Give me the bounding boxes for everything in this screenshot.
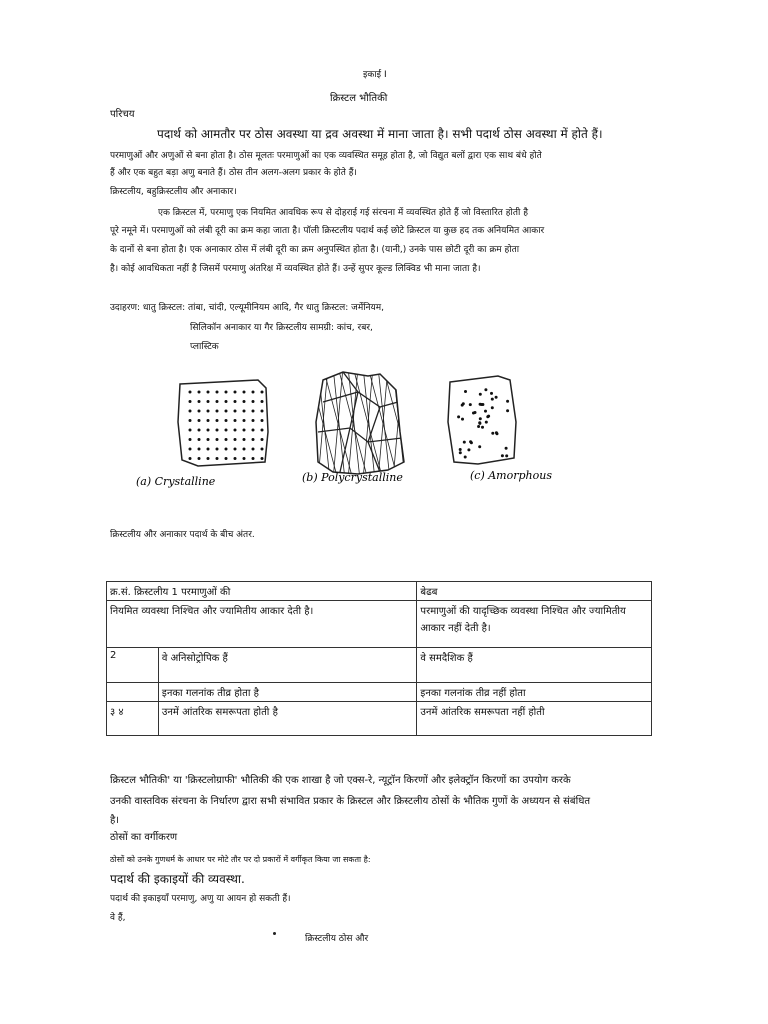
amorphous-particles [457,388,509,458]
lattice-dot [207,457,210,460]
section-heading: परिचय [110,109,135,120]
grain-hatch [268,367,280,480]
lattice-dot [234,457,237,460]
grain-hatch [303,367,315,480]
amorphous-outline [448,376,516,464]
grain-hatch [303,367,313,480]
amorphous-dot [484,410,487,413]
lattice-dot [243,419,246,422]
lattice-dot [189,429,192,432]
amorphous-dot [469,403,472,406]
row-number: 2 [107,648,159,683]
lattice-dot [207,391,210,394]
amorphous-dot [505,454,508,457]
lattice-dot [198,457,201,460]
lattice-dot [243,438,246,441]
amorphous-dot [479,417,482,420]
lattice-dot [261,400,264,403]
amorphous-dot [459,448,462,451]
lattice-dot [207,448,210,451]
lattice-dot [198,448,201,451]
lattice-dot [189,457,192,460]
lattice-dot [207,438,210,441]
caption-crystalline: (a) Crystalline [136,475,216,488]
caption-polycrystalline: (b) Polycrystalline [302,471,403,484]
lattice-dot [243,391,246,394]
amorphous-dot [484,388,487,391]
table-row [107,601,652,648]
paragraph-line: है। कोई आवधिकता नहीं है जिसमें परमाणु अंतरिक्ष में व्यवस्थित होते हैं। उन्हें सुपर कूल्ड लिक्विड भी माना जाता है। [110,264,481,274]
row-number: ३ ४ [107,702,159,736]
table-header-row [107,582,652,601]
lattice-dot [225,457,228,460]
grain-hatch [428,367,458,480]
row3-right: इनका गलनांक तीव्र नहीं होता [417,683,652,702]
lattice-dot [216,410,219,413]
lattice-dot [189,448,192,451]
lattice-dot [252,410,255,413]
row3-left: इनका गलनांक तीव्र होता है [158,683,417,702]
lattice-dot [198,410,201,413]
amorphous-dot [464,456,467,459]
lattice-dot [198,429,201,432]
examples-line: सिलिकॉन अनाकार या गैर क्रिस्टलीय सामग्री: कांच, रबर, [190,323,373,333]
lattice-dot [216,419,219,422]
lattice-dot [225,419,228,422]
crystalline-solids-label: क्रिस्टलीय ठोस और [305,934,369,944]
lattice-dot [225,438,228,441]
lattice-dot [216,400,219,403]
grain-hatch [298,367,310,480]
grain-hatch [423,367,433,480]
row4-left: उनमें आंतरिक समरूपता होती है [158,702,417,736]
amorphous-dot [478,445,481,448]
lattice-dot [189,391,192,394]
lattice-dot [261,410,264,413]
lattice-dot [216,457,219,460]
lattice-dot [261,429,264,432]
lattice-dot [207,419,210,422]
examples-line: उदाहरण: धातु क्रिस्टल: तांबा, चांदी, एल्यूमीनियम आदि, गैर धातु क्रिस्टल: जर्मेनियम, [110,303,384,313]
paragraph-line: एक क्रिस्टल में, परमाणु एक नियमित आवधिक रूप से दोहराई गई संरचना में व्यवस्थित होते हैं जो विस्तारित होती है [158,208,528,218]
lattice-dot [261,448,264,451]
classification-heading: ठोसों का वर्गीकरण [110,832,178,843]
grain-hatch [408,367,420,480]
polycrystalline-outline [316,372,404,474]
lattice-dot [252,391,255,394]
lattice-dot [225,410,228,413]
amorphous-dot [464,390,467,393]
solids-diagram [118,362,588,502]
row1-right: परमाणुओं की यादृच्छिक व्यवस्था निश्चित और ज्यामितीय आकार नहीं देती है। [417,601,652,648]
amorphous-dot [459,451,462,454]
lattice-dot [189,400,192,403]
amorphous-dot [467,448,470,451]
classification-sub: ठोसों को उनके गुणधर्म के आधार पर मोटे तौर पर दो प्रकारों में वर्गीकृत किया जा सकता है: [110,855,371,864]
amorphous-dot [501,454,504,457]
amorphous-dot [479,393,482,396]
lattice-dot [234,438,237,441]
lattice-dot [243,448,246,451]
crystallography-line: उनकी वास्तविक संरचना के निर्धारण द्वारा सभी संभावित प्रकार के क्रिस्टल और क्रिस्टलीय ठोसों के भौतिक गुणों के अध्ययन से संबंधित [110,796,591,807]
crystallography-line: है। [110,815,120,826]
crystallography-line: क्रिस्टल भौतिकी' या 'क्रिस्टलोग्राफी' भौतिकी की एक शाखा है जो एक्स-रे, न्यूट्रॉन किरणों और इलेक्ट्रॉन किरणों का उपयोग करके [110,775,571,786]
lattice-dot [198,438,201,441]
intro-line: परमाणुओं और अणुओं से बना होता है। ठोस मूलतः परमाणुओं का एक व्यवस्थित समूह होता है, जो विद्युत बलों द्वारा एक साथ बंधे होते [110,151,542,161]
lattice-dot [261,457,264,460]
row1-left: नियमित व्यवस्था निश्चित और ज्यामितीय आकार देती है। [107,601,417,648]
amorphous-dot [472,412,475,415]
grain-hatch [278,367,308,480]
table-title: क्रिस्टलीय और अनाकार पदार्थ के बीच अंतर. [110,530,255,540]
lattice-dot [252,400,255,403]
lattice-dot [234,419,237,422]
lattice-dot [198,400,201,403]
they-line: वे हैं, [110,913,126,923]
lattice-dot [243,400,246,403]
amorphous-dot [490,392,493,395]
paragraph-line: के दानों से बना होता है। एक अनाकार ठोस में लंबी दूरी का क्रम अनुपस्थित होता है। (यानी,) उनके पास छोटी दूरी का क्रम होता [110,245,520,255]
comparison-table [106,581,652,736]
lattice-dot [243,457,246,460]
header-crystalline: क्र.सं. क्रिस्टलीय 1 परमाणुओं की [107,582,417,601]
amorphous-dot [505,447,508,450]
crystalline-outline [178,380,268,466]
amorphous-dot [462,402,465,405]
row4-right: उनमें आंतरिक समरूपता नहीं होती [417,702,652,736]
intro-types: क्रिस्टलीय, बहुक्रिस्टलीय और अनाकार। [110,187,237,197]
lattice-dot [189,410,192,413]
lattice-dot [198,391,201,394]
lattice-dot [207,410,210,413]
polycrystalline-grains [258,367,473,480]
amorphous-dot [491,432,494,435]
lattice-dot [234,400,237,403]
crystalline-lattice [189,391,264,461]
amorphous-dot [480,403,483,406]
lattice-dot [225,391,228,394]
bullet-dot [273,932,276,935]
table-row [107,702,652,736]
lattice-dot [216,448,219,451]
lattice-dot [216,391,219,394]
paragraph-line: पूरे नमूने में। परमाणुओं को लंबी दूरी का क्रम कहा जाता है। पॉली क्रिस्टलीय पदार्थ कई छोटे क्रिस्टल या कुछ हद तक अनियमित आकार [110,226,545,236]
grain-hatch [283,367,295,480]
lattice-dot [261,391,264,394]
lattice-dot [252,438,255,441]
header-amorphous: बेढब [417,582,652,601]
lattice-dot [216,438,219,441]
amorphous-dot [481,426,484,429]
lattice-dot [243,429,246,432]
lattice-dot [198,419,201,422]
amorphous-dot [469,440,472,443]
amorphous-dot [495,431,498,434]
amorphous-dot [461,418,464,421]
table-row [107,683,652,702]
row-number [107,683,159,702]
amorphous-dot [457,415,460,418]
amorphous-dot [463,441,466,444]
intro-lead: पदार्थ को आमतौर पर ठोस अवस्था या द्रव अवस्था में माना जाता है। सभी पदार्थ ठोस अवस्था में होते हैं। [157,127,603,141]
table-row [107,648,652,683]
page-title: क्रिस्टल भौतिकी [330,93,388,104]
amorphous-dot [491,406,494,409]
grain-hatch [413,367,443,480]
lattice-dot [207,429,210,432]
lattice-dot [252,457,255,460]
row2-left: वे अनिसोट्रोपिक हैं [158,648,417,683]
lattice-dot [234,448,237,451]
lattice-dot [243,410,246,413]
examples-line: प्लास्टिक [190,342,219,352]
arrangement-heading: पदार्थ की इकाइयों की व्यवस्था. [110,872,245,886]
lattice-dot [252,429,255,432]
amorphous-dot [478,421,481,424]
units-line: पदार्थ की इकाइयाँ परमाणु, अणु या आयन हो सकती हैं। [110,894,291,904]
grain-hatch [423,367,435,480]
amorphous-dot [487,415,490,418]
lattice-dot [261,419,264,422]
grain-hatch [288,367,300,480]
amorphous-dot [477,425,480,428]
solids-figure [118,362,588,502]
amorphous-dot [506,400,509,403]
grain-hatch [273,367,285,480]
lattice-dot [225,429,228,432]
lattice-dot [189,438,192,441]
lattice-dot [234,391,237,394]
caption-amorphous: (c) Amorphous [470,469,552,482]
lattice-dot [225,448,228,451]
amorphous-dot [495,396,498,399]
lattice-dot [252,419,255,422]
amorphous-dot [491,398,494,401]
amorphous-dot [485,421,488,424]
lattice-dot [207,400,210,403]
grain-hatch [408,367,418,480]
lattice-dot [189,419,192,422]
unit-label: इकाई I [363,70,387,80]
lattice-dot [225,400,228,403]
amorphous-dot [506,409,509,412]
lattice-dot [252,448,255,451]
row2-right: वे समदैशिक हैं [417,648,652,683]
lattice-dot [234,429,237,432]
lattice-dot [234,410,237,413]
lattice-dot [261,438,264,441]
lattice-dot [216,429,219,432]
intro-line: हैं और एक बहुत बड़ा अणु बनाते हैं। ठोस तीन अलग-अलग प्रकार के होते हैं। [110,168,357,178]
